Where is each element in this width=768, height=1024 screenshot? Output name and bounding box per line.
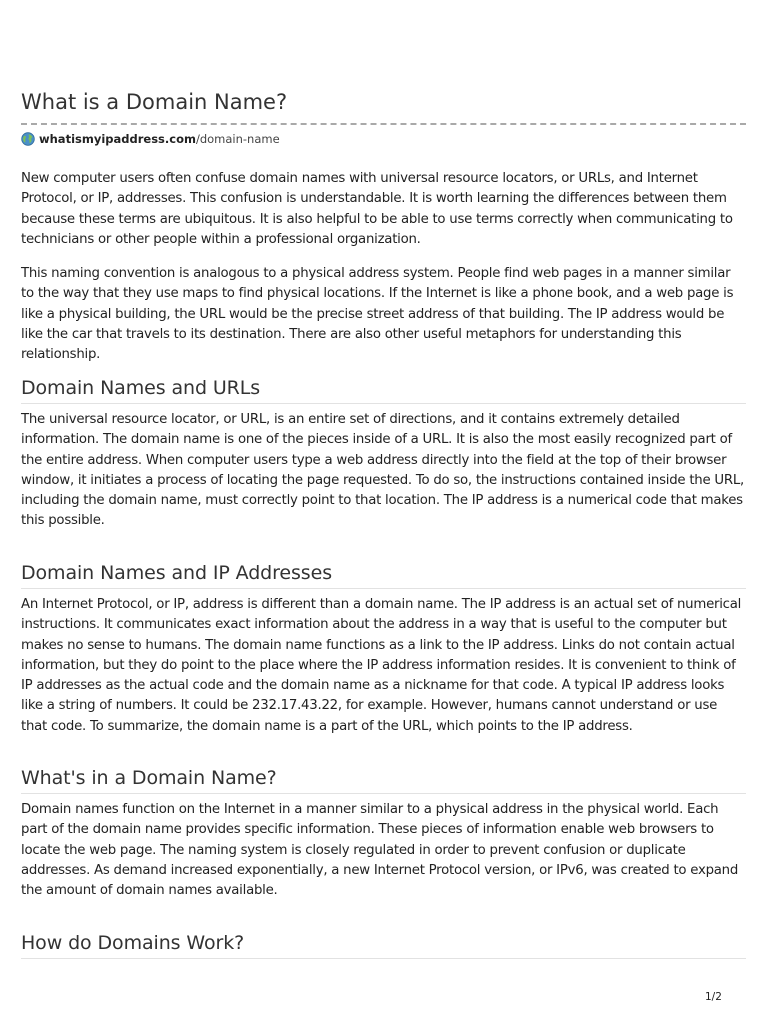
section-domain-names-and-ip-addresses xyxy=(21,552,746,751)
section-heading: What's in a Domain Name? xyxy=(21,757,746,794)
section-paragraph: The universal resource locator, or URL, is an entire set of directions, and it contains extremely detailed information. The domain name is one of the pieces inside of a URL. It is also the most easily recognized part of the entire address. When computer users type a web address directly into the field at the top of their browser window, it initiates a process of locating the page requested. To do so, the instructions contained inside the URL, including the domain name, must correctly point to that location. The IP address is a numerical code that makes this possible. xyxy=(21,412,744,529)
section-whats-in-a-domain-name xyxy=(21,757,746,915)
intro-paragraph-1: New computer users often confuse domain names with universal resource locators, or URLs, and Internet Protocol, or IP, addresses. This confusion is understandable. It is worth learning the differences between them because these terms are ubiquitous. It is also helpful to be able to use terms correctly when communicating to technicians or other people within a professional organization. xyxy=(21,171,733,247)
section-domain-names-and-urls xyxy=(21,367,746,546)
section-paragraph: An Internet Protocol, or IP, address is different than a domain name. The IP address is an actual set of numerical instructions. It communicates exact information about the address in a way that is useful to the computer but makes no sense to humans. The domain name functions as a link to the IP address. Links do not contain actual information, but they do point to the place where the IP address information resides. It is convenient to think of IP addresses as the actual code and the domain name as a nickname for that code. A typical IP address looks like a string of numbers. It could be 232.17.43.22, for example. However, humans cannot understand or use that code. To summarize, the domain name is a part of the URL, which points to the IP address. xyxy=(21,597,742,734)
intro xyxy=(21,169,746,380)
source-path: /domain-name xyxy=(195,132,280,146)
section-heading: How do Domains Work? xyxy=(21,922,746,959)
intro-paragraph-2: This naming convention is analogous to a physical address system. People find web pages in a manner similar to the way that they use maps to find physical locations. If the Internet is like a phone book, and a web page is like a physical building, the URL would be the precise street address of that building. The IP address would be like the car that travels to its destination. There are also other useful metaphors for understanding this relationship. xyxy=(21,266,734,363)
page-title: What is a Domain Name? xyxy=(21,90,288,114)
section-heading: Domain Names and IP Addresses xyxy=(21,552,746,589)
globe-icon xyxy=(21,132,35,146)
section-paragraph: Domain names function on the Internet in a manner similar to a physical address in the physical world. Each part of the domain name provides specific information. These pieces of information enable web browsers to locate the web page. The naming system is closely regulated in order to prevent confusion or duplicate addresses. As demand increased exponentially, a new Internet Protocol version, or IPv6, was created to expand the amount of domain names available. xyxy=(21,802,739,899)
title-divider xyxy=(21,123,746,125)
source-link[interactable] xyxy=(21,131,280,147)
source-domain: whatismyipaddress.com xyxy=(39,132,196,146)
section-heading: Domain Names and URLs xyxy=(21,367,746,404)
page-number: 1/2 xyxy=(705,991,722,1003)
section-how-do-domains-work xyxy=(21,922,746,965)
